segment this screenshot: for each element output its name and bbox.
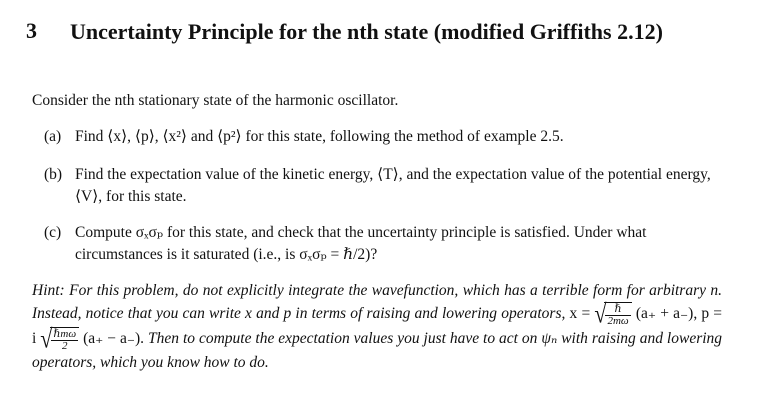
p-sqrt [50, 327, 79, 352]
x-sqrt [604, 302, 631, 327]
hint-text-2: Then to compute the expectation values you just have to act on ψₙ with raising and lowering operators, which you know how to do. [32, 329, 723, 371]
hint-text-1: For this problem, do not explicitly integrate the wavefunction, which has a terrible form for arbitrary n. Instead, notice that you can write x and p in terms of raising and lowering operators, [32, 282, 723, 322]
item-text: Find ⟨x⟩, ⟨p⟩, ⟨x²⟩ and ⟨p²⟩ for this state, following the method of example 2.5. [75, 128, 564, 145]
x-frac-num: ℏ [605, 304, 630, 316]
p-rest: (a₊ − a₋). [83, 329, 145, 347]
section-title: Uncertainty Principle for the nth state (modified Griffiths 2.12) [70, 19, 663, 44]
x-rest: (a₊ + a₋), p = i [32, 304, 723, 347]
problem-item-a [44, 126, 734, 148]
section-number: 3 [26, 18, 37, 43]
problem-item-c [44, 222, 734, 266]
p-frac-num: ℏmω [53, 327, 77, 340]
hint-paragraph [32, 280, 722, 373]
item-label: (a) [44, 128, 62, 145]
x-fraction [605, 304, 630, 327]
sqrt-symbol: √ [594, 298, 607, 329]
hint-lead: Hint: [32, 282, 65, 299]
x-equals: x = [569, 304, 591, 322]
item-text: Find the expectation value of the kinetic energy, ⟨T⟩, and the expectation value of the potential energy, ⟨V⟩, for this state. [75, 166, 711, 205]
p-frac-den: 2 [61, 339, 68, 352]
item-label: (c) [44, 224, 62, 241]
problem-item-b [44, 164, 734, 208]
item-text: Compute σₓσₚ for this state, and check that the uncertainty principle is satisfied. Under what circumstances is it saturated (i.e., is σₓσₚ = ℏ/2)? [75, 224, 647, 263]
x-frac-den: 2mω [607, 314, 629, 327]
item-label: (b) [44, 166, 63, 183]
sqrt-symbol: √ [40, 323, 53, 354]
intro-text: Consider the nth stationary state of the harmonic oscillator. [32, 92, 399, 109]
p-fraction [51, 329, 78, 352]
